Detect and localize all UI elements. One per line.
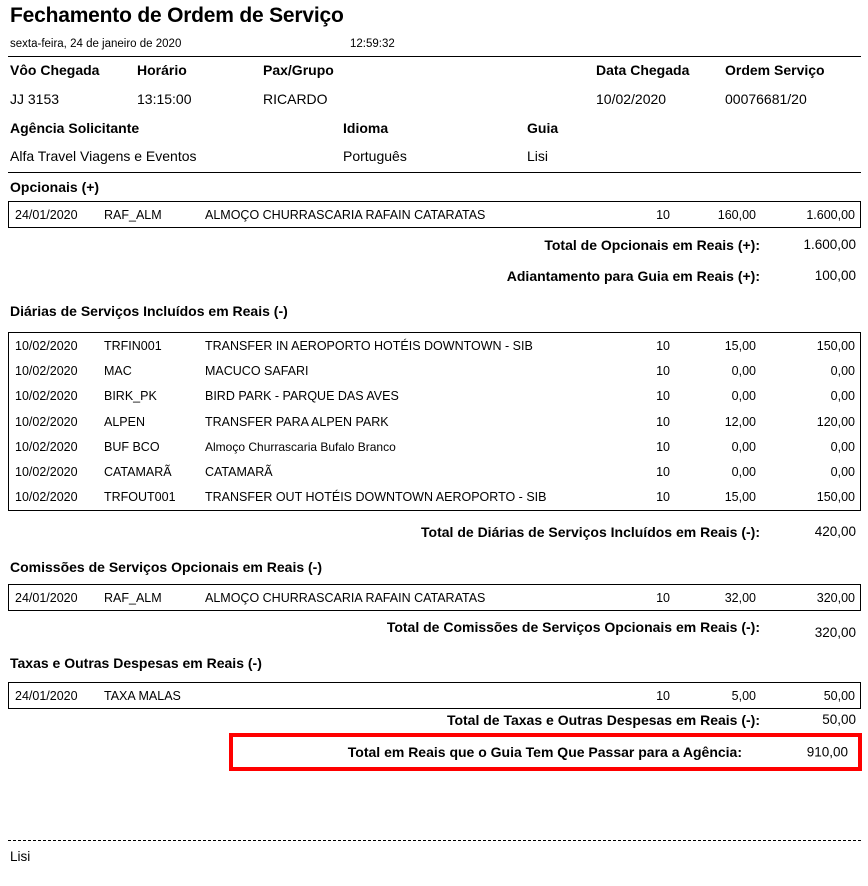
cell-quantity: 10 bbox=[656, 414, 670, 429]
table-row bbox=[9, 202, 860, 227]
cell-total: 320,00 bbox=[816, 590, 855, 605]
cell-code: MAC bbox=[104, 363, 132, 378]
print-date: sexta-feira, 24 de janeiro de 2020 bbox=[10, 38, 182, 50]
table-row bbox=[9, 333, 860, 358]
cell-description: ALMOÇO CHURRASCARIA RAFAIN CATARATAS bbox=[205, 590, 486, 605]
cell-description: ALMOÇO CHURRASCARIA RAFAIN CATARATAS bbox=[205, 207, 486, 222]
cell-description: TRANSFER PARA ALPEN PARK bbox=[205, 414, 389, 429]
cell-total: 0,00 bbox=[830, 389, 855, 404]
page-title: Fechamento de Ordem de Serviço bbox=[10, 4, 344, 27]
total-label: Total de Comissões de Serviços Opcionais em Reais (-): bbox=[386, 619, 760, 635]
cell-unit-price: 0,00 bbox=[731, 363, 756, 378]
value-guia: Lisi bbox=[527, 148, 549, 164]
cell-description: Almoço Churrascaria Bufalo Branco bbox=[205, 439, 396, 454]
cell-quantity: 10 bbox=[656, 207, 670, 222]
cell-code: TAXA MALAS bbox=[104, 688, 181, 703]
table-taxas bbox=[8, 682, 861, 709]
grand-total-highlight-box bbox=[229, 733, 862, 771]
cell-quantity: 10 bbox=[656, 465, 670, 480]
cell-date: 10/02/2020 bbox=[15, 363, 78, 378]
cell-quantity: 10 bbox=[656, 363, 670, 378]
cell-unit-price: 12,00 bbox=[724, 414, 756, 429]
cell-date: 24/01/2020 bbox=[15, 590, 78, 605]
cell-code: TRFIN001 bbox=[104, 338, 162, 353]
header-idioma: Idioma bbox=[343, 120, 389, 136]
section-title-opcionais: Opcionais (+) bbox=[10, 179, 100, 195]
divider-opcionais bbox=[8, 172, 861, 173]
cell-unit-price: 5,00 bbox=[731, 688, 756, 703]
cell-date: 10/02/2020 bbox=[15, 465, 78, 480]
header-ordem-servico: Ordem Serviço bbox=[725, 62, 825, 78]
table-row bbox=[9, 434, 860, 459]
total-label: Total de Taxas e Outras Despesas em Reais (-): bbox=[446, 712, 760, 728]
table-opcionais bbox=[8, 201, 861, 228]
cell-code: CATAMARÃ bbox=[104, 465, 172, 480]
cell-quantity: 10 bbox=[656, 389, 670, 404]
table-row bbox=[9, 358, 860, 383]
cell-date: 10/02/2020 bbox=[15, 490, 78, 505]
table-comissoes bbox=[8, 584, 861, 611]
grand-total-value: 910,00 bbox=[806, 744, 848, 760]
cell-total: 50,00 bbox=[823, 688, 855, 703]
print-time: 12:59:32 bbox=[350, 38, 395, 50]
cell-date: 24/01/2020 bbox=[15, 688, 78, 703]
table-diarias bbox=[8, 332, 861, 511]
total-label: Adiantamento para Guia em Reais (+): bbox=[506, 268, 760, 284]
cell-description: CATAMARÃ bbox=[205, 465, 273, 480]
total-value: 320,00 bbox=[814, 625, 856, 640]
cell-total: 0,00 bbox=[830, 439, 855, 454]
cell-total: 150,00 bbox=[816, 490, 855, 505]
total-label: Total de Opcionais em Reais (+): bbox=[544, 237, 760, 253]
signature-name: Lisi bbox=[10, 849, 31, 864]
table-row bbox=[9, 683, 860, 708]
cell-date: 24/01/2020 bbox=[15, 207, 78, 222]
cell-quantity: 10 bbox=[656, 338, 670, 353]
cell-date: 10/02/2020 bbox=[15, 414, 78, 429]
cell-code: RAF_ALM bbox=[104, 590, 162, 605]
section-title-diarias: Diárias de Serviços Incluídos em Reais (-) bbox=[10, 303, 288, 319]
cell-total: 150,00 bbox=[816, 338, 855, 353]
grand-total-row bbox=[233, 737, 858, 767]
total-value: 1.600,00 bbox=[803, 237, 856, 252]
cell-quantity: 10 bbox=[656, 688, 670, 703]
table-row bbox=[9, 384, 860, 409]
value-pax-grupo: RICARDO bbox=[263, 91, 328, 107]
section-title-comissoes: Comissões de Serviços Opcionais em Reais (-) bbox=[10, 559, 323, 575]
cell-total: 0,00 bbox=[830, 363, 855, 378]
value-horario: 13:15:00 bbox=[137, 91, 192, 107]
value-idioma: Português bbox=[343, 148, 407, 164]
value-data-chegada: 10/02/2020 bbox=[596, 91, 667, 107]
cell-code: RAF_ALM bbox=[104, 207, 162, 222]
cell-unit-price: 0,00 bbox=[731, 465, 756, 480]
cell-quantity: 10 bbox=[656, 439, 670, 454]
header-data-chegada: Data Chegada bbox=[596, 62, 690, 78]
cell-unit-price: 0,00 bbox=[731, 439, 756, 454]
cell-unit-price: 32,00 bbox=[724, 590, 756, 605]
value-voo-chegada: JJ 3153 bbox=[10, 91, 60, 107]
cell-total: 120,00 bbox=[816, 414, 855, 429]
grand-total-label: Total em Reais que o Guia Tem Que Passar para a Agência: bbox=[347, 744, 742, 760]
cell-code: TRFOUT001 bbox=[104, 490, 176, 505]
total-value: 100,00 bbox=[814, 268, 856, 283]
cell-date: 10/02/2020 bbox=[15, 439, 78, 454]
table-row bbox=[9, 409, 860, 434]
total-label: Total de Diárias de Serviços Incluídos em Reais (-): bbox=[421, 524, 760, 540]
header-voo-chegada: Vôo Chegada bbox=[10, 62, 100, 78]
table-row bbox=[9, 485, 860, 510]
value-agencia: Alfa Travel Viagens e Eventos bbox=[10, 148, 197, 164]
signature-line bbox=[8, 840, 861, 841]
cell-unit-price: 15,00 bbox=[724, 338, 756, 353]
cell-unit-price: 15,00 bbox=[724, 490, 756, 505]
cell-quantity: 10 bbox=[656, 590, 670, 605]
header-pax-grupo: Pax/Grupo bbox=[263, 62, 334, 78]
cell-unit-price: 0,00 bbox=[731, 389, 756, 404]
header-agencia: Agência Solicitante bbox=[10, 120, 140, 136]
divider-top bbox=[8, 56, 861, 57]
header-horario: Horário bbox=[137, 62, 187, 78]
cell-total: 0,00 bbox=[830, 465, 855, 480]
cell-date: 10/02/2020 bbox=[15, 389, 78, 404]
cell-description: TRANSFER IN AEROPORTO HOTÉIS DOWNTOWN - SIB bbox=[205, 338, 533, 353]
total-value: 420,00 bbox=[814, 524, 856, 539]
cell-total: 1.600,00 bbox=[806, 207, 855, 222]
cell-date: 10/02/2020 bbox=[15, 338, 78, 353]
cell-description: MACUCO SAFARI bbox=[205, 363, 309, 378]
header-guia: Guia bbox=[527, 120, 559, 136]
section-title-taxas: Taxas e Outras Despesas em Reais (-) bbox=[10, 655, 262, 671]
cell-code: ALPEN bbox=[104, 414, 145, 429]
total-value: 50,00 bbox=[822, 712, 856, 727]
cell-description: TRANSFER OUT HOTÉIS DOWNTOWN AEROPORTO - SIB bbox=[205, 490, 547, 505]
cell-description: BIRD PARK - PARQUE DAS AVES bbox=[205, 389, 399, 404]
cell-quantity: 10 bbox=[656, 490, 670, 505]
cell-code: BIRK_PK bbox=[104, 389, 157, 404]
cell-unit-price: 160,00 bbox=[717, 207, 756, 222]
table-row bbox=[9, 585, 860, 610]
cell-code: BUF BCO bbox=[104, 439, 160, 454]
value-ordem-servico: 00076681/20 bbox=[725, 91, 807, 107]
table-row bbox=[9, 459, 860, 484]
